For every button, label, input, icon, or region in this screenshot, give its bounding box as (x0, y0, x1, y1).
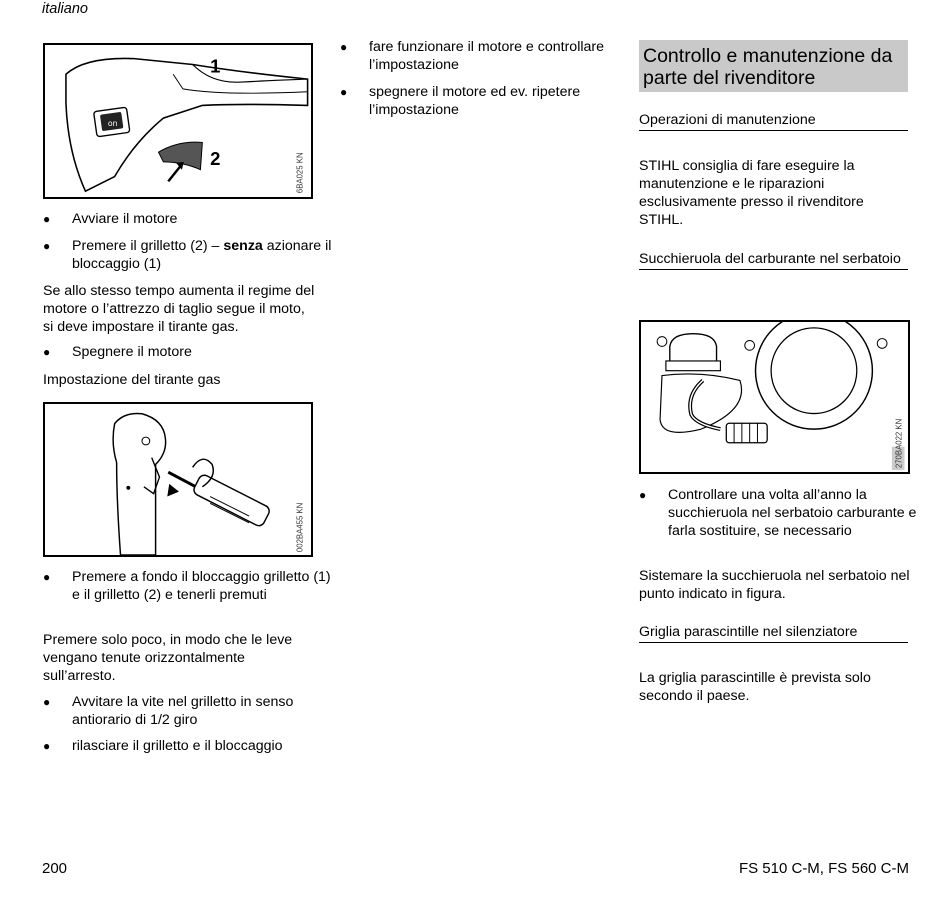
paragraph-maintenance: STIHL consiglia di fare eseguire la manutenzione e le riparazioni esclusivamente presso il rivenditore STIHL. (639, 158, 864, 228)
chapter-title: Controllo e manutenzione da parte del rivenditore (639, 40, 908, 92)
paragraph-throttle-note: Se allo stesso tempo aumenta il regime del motore o l’attrezzo di taglio segue il moto, si deve impostare il tirante gas. (43, 283, 315, 335)
heading-maintenance: Operazioni di manutenzione (639, 111, 908, 131)
callout-1: 1 (210, 55, 221, 77)
paragraph-place-pickup: Sistemare la succhieruola nel serbatoio nel punto indicato in figura. (639, 568, 910, 602)
bullet-stop-repeat: ● spegnere il motore ed ev. ripetere l’impostazione (340, 83, 639, 119)
bullet-run-engine: ● fare funzionare il motore e controllare l’impostazione (340, 38, 639, 74)
paragraph-press-lightly: Premere solo poco, in modo che le leve vengano tenute orizzontalmente sull’arresto. (43, 632, 293, 684)
screwdriver-illustration (45, 404, 311, 555)
bullet-start-engine: ● Avviare il motore (43, 210, 342, 228)
bullet-check-pickup: ● Controllare una volta all’anno la succhieruola nel serbatoio carburante e farla sostituire, se necessario (639, 486, 938, 540)
heading-spark-arrestor: Griglia parascintille nel silenziatore (639, 623, 908, 643)
figure-code: 270BA022 KN (894, 418, 904, 469)
callout-2: 2 (210, 147, 221, 169)
figure-code: 002BA455 KN (295, 502, 305, 553)
language-label: italiano (42, 1, 88, 17)
model-label: FS 510 C-M, FS 560 C-M (738, 860, 909, 877)
figure-code: 6BA025 KN (295, 152, 305, 194)
bullet-release-trigger: ● rilasciare il grilletto e il bloccaggio (43, 737, 342, 755)
bullet-press-trigger-bold: senza (223, 238, 263, 254)
fuel-tank-illustration (641, 322, 908, 472)
bullet-press-lockout: ● Premere a fondo il bloccaggio grilletto (1) e il grilletto (2) e tenerli premuti (43, 568, 342, 604)
bullet-turn-screw: ● Avvitare la vite nel grilletto in senso antiorario di 1/2 giro (43, 693, 342, 729)
paragraph-spark-arrestor: La griglia parascintille è prevista solo secondo il paese. (639, 670, 871, 704)
throttle-adjust-figure (43, 402, 313, 557)
bullet-press-trigger-post: azionare il bloccaggio (1) (72, 238, 332, 272)
page-number: 200 (42, 860, 68, 877)
fuel-pickup-figure (639, 320, 910, 474)
heading-fuel-pickup: Succhieruola del carburante nel serbatoio (639, 250, 908, 270)
subheading-throttle-cable: Impostazione del tirante gas (43, 372, 221, 388)
svg-text:on: on (107, 118, 118, 128)
bullet-stop-engine: ● Spegnere il motore (43, 343, 342, 361)
bullet-press-trigger (43, 237, 342, 273)
throttle-trigger-illustration (45, 45, 311, 197)
bullet-press-trigger-pre: Premere il grilletto (2) – (72, 238, 224, 254)
throttle-trigger-figure (43, 43, 313, 199)
